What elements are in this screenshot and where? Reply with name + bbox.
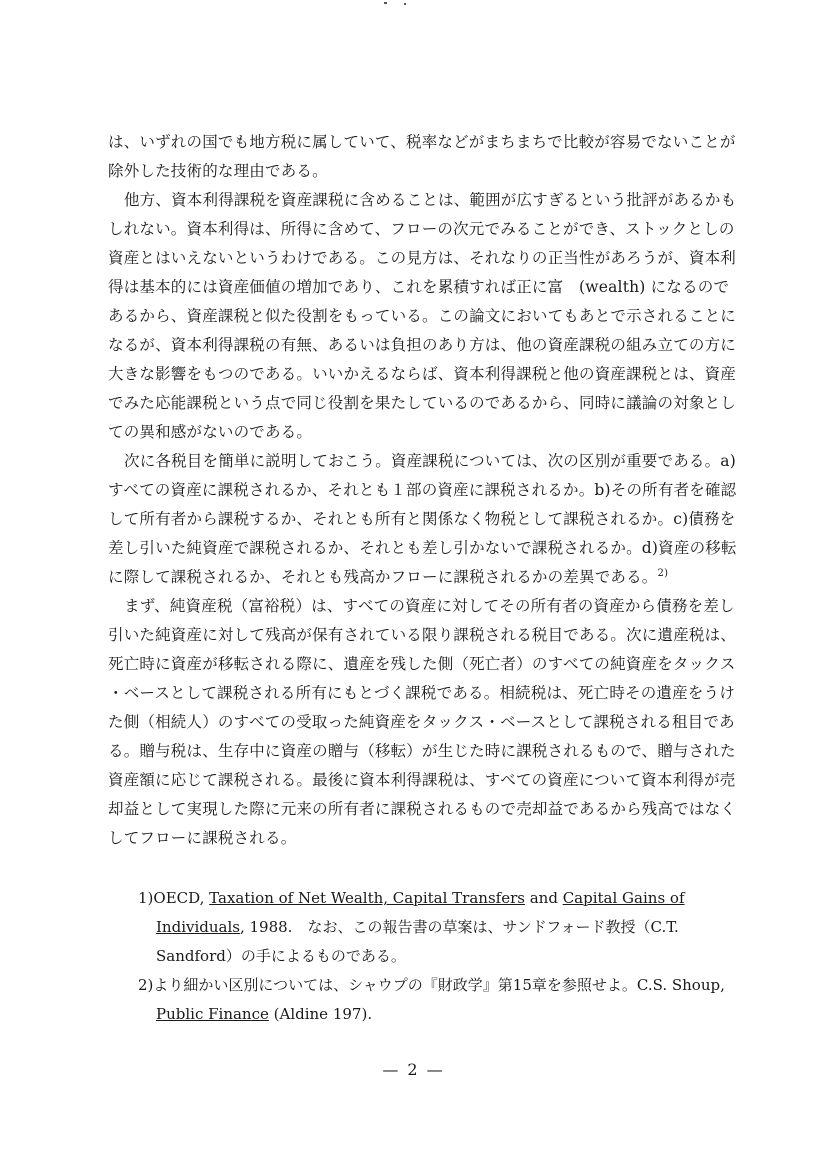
body-line: ・ベースとして課税される所有にもとづく課税である。相続税は、死亡時その遺産をうけ xyxy=(108,684,735,702)
footnote-1-prefix: 1)OECD, xyxy=(138,889,210,907)
footnote-1-rest: , 1988. なお、この報告書の草案は、サンドフォード教授（C.T. xyxy=(239,918,679,936)
body-line: 差し引いた純資産で課税されるか、それとも差し引かないで課税されるか。d)資産の移転 xyxy=(108,539,737,557)
footnote-1-and: and xyxy=(524,889,563,907)
footnote-2-rest: (Aldine 197). xyxy=(268,1005,373,1023)
footnote-1 xyxy=(108,884,728,913)
body-line-text: に際して課税されるか、それとも残高かフローに課税されるかの差異である。 xyxy=(108,568,658,586)
footnote-1-end: Sandford）の手によるものである。 xyxy=(156,947,406,965)
scan-speck xyxy=(384,2,387,4)
body-line: まず、純資産税（富裕税）は、すべての資産に対してその所有者の資産から債務を差し xyxy=(124,597,735,615)
footnote-2-title: Public Finance xyxy=(156,1005,269,1023)
footnote-1-cont xyxy=(108,913,728,942)
page-number: — 2 — xyxy=(382,1060,445,1079)
footnote-2: 2)より細かい区別については、シャウプの『財政学』第15章を参照せよ。C.S. Shoup, xyxy=(138,976,725,994)
body-line: 引いた純資産に対して残高が保有されている限り課税される税目である。次に遺産税は、 xyxy=(108,626,737,644)
footnote-1-title: Taxation of Net Wealth, Capital Transfers xyxy=(209,889,525,907)
footnote-1-title-end: Individuals xyxy=(156,918,240,936)
body-line: 次に各税目を簡単に説明しておこう。資産課税については、次の区別が重要である。a) xyxy=(124,452,736,470)
body-text xyxy=(108,128,737,853)
footnote-2-cont xyxy=(108,1000,728,1029)
body-line: 死亡時に資産が移転される際に、遺産を残した側（死亡者）のすべての純資産をタックス xyxy=(108,655,736,673)
body-line: すべての資産に課税されるか、それとも１部の資産に課税されるか。b)その所有者を確認 xyxy=(108,481,737,499)
body-line: 資産とはいえないというわけである。この見方は、それなりの正当性があろうが、資本利 xyxy=(108,249,737,267)
body-line: 除外した技術的な理由である。 xyxy=(108,162,328,180)
body-line: 他方、資本利得課税を資産課税に含めることは、範囲が広すぎるという批評があるかも xyxy=(124,191,737,209)
footnotes xyxy=(108,884,728,1029)
footnote-1-title-cont: Capital Gains of xyxy=(562,889,685,907)
body-line: 却益として実現した際に元来の所有者に課税されるもので売却益であるから残高ではなく xyxy=(108,800,737,818)
body-line: た側（相続人）のすべての受取った純資産をタックス・ベースとして課税される租目であ xyxy=(108,713,735,731)
body-line: しれない。資本利得は、所得に含めて、フローの次元でみることができ、ストックとしの xyxy=(108,220,735,238)
body-line: る。贈与税は、生存中に資産の贈与（移転）が生じた時に課税されるもので、贈与された xyxy=(108,742,736,760)
body-line: あるから、資産課税と似た役割をもっている。この論文においてもあとで示されることに xyxy=(108,307,737,325)
footnote-reference: 2) xyxy=(657,567,669,579)
body-line: は、いずれの国でも地方税に属していて、税率などがまちまちで比較が容易でないことが xyxy=(108,133,736,151)
body-line: 得は基本的には資産価値の増加であり、これを累積すれば正に富 (wealth) になるので xyxy=(108,278,730,296)
body-line: してフローに課税される。 xyxy=(108,829,297,847)
body-line: なるが、資本利得課税の有無、あるいは負担のあり方は、他の資産課税の組み立ての方に xyxy=(108,336,737,354)
body-line: 資産額に応じて課税される。最後に資本利得課税は、すべての資産について資本利得が売 xyxy=(108,771,736,789)
body-line: でみた応能課税という点で同じ役割を果たしているのであるから、同時に議論の対象とし xyxy=(108,394,737,412)
body-line xyxy=(108,563,720,592)
body-line: ての異和感がないのである。 xyxy=(108,423,313,441)
body-line: して所有者から課税するか、それとも所有と関係なく物税として課税されるか。c)債務を xyxy=(108,510,736,528)
scan-speck xyxy=(404,3,406,5)
body-line: 大きな影響をもつのである。いいかえるならば、資本利得課税と他の資産課税とは、資産 xyxy=(108,365,737,383)
